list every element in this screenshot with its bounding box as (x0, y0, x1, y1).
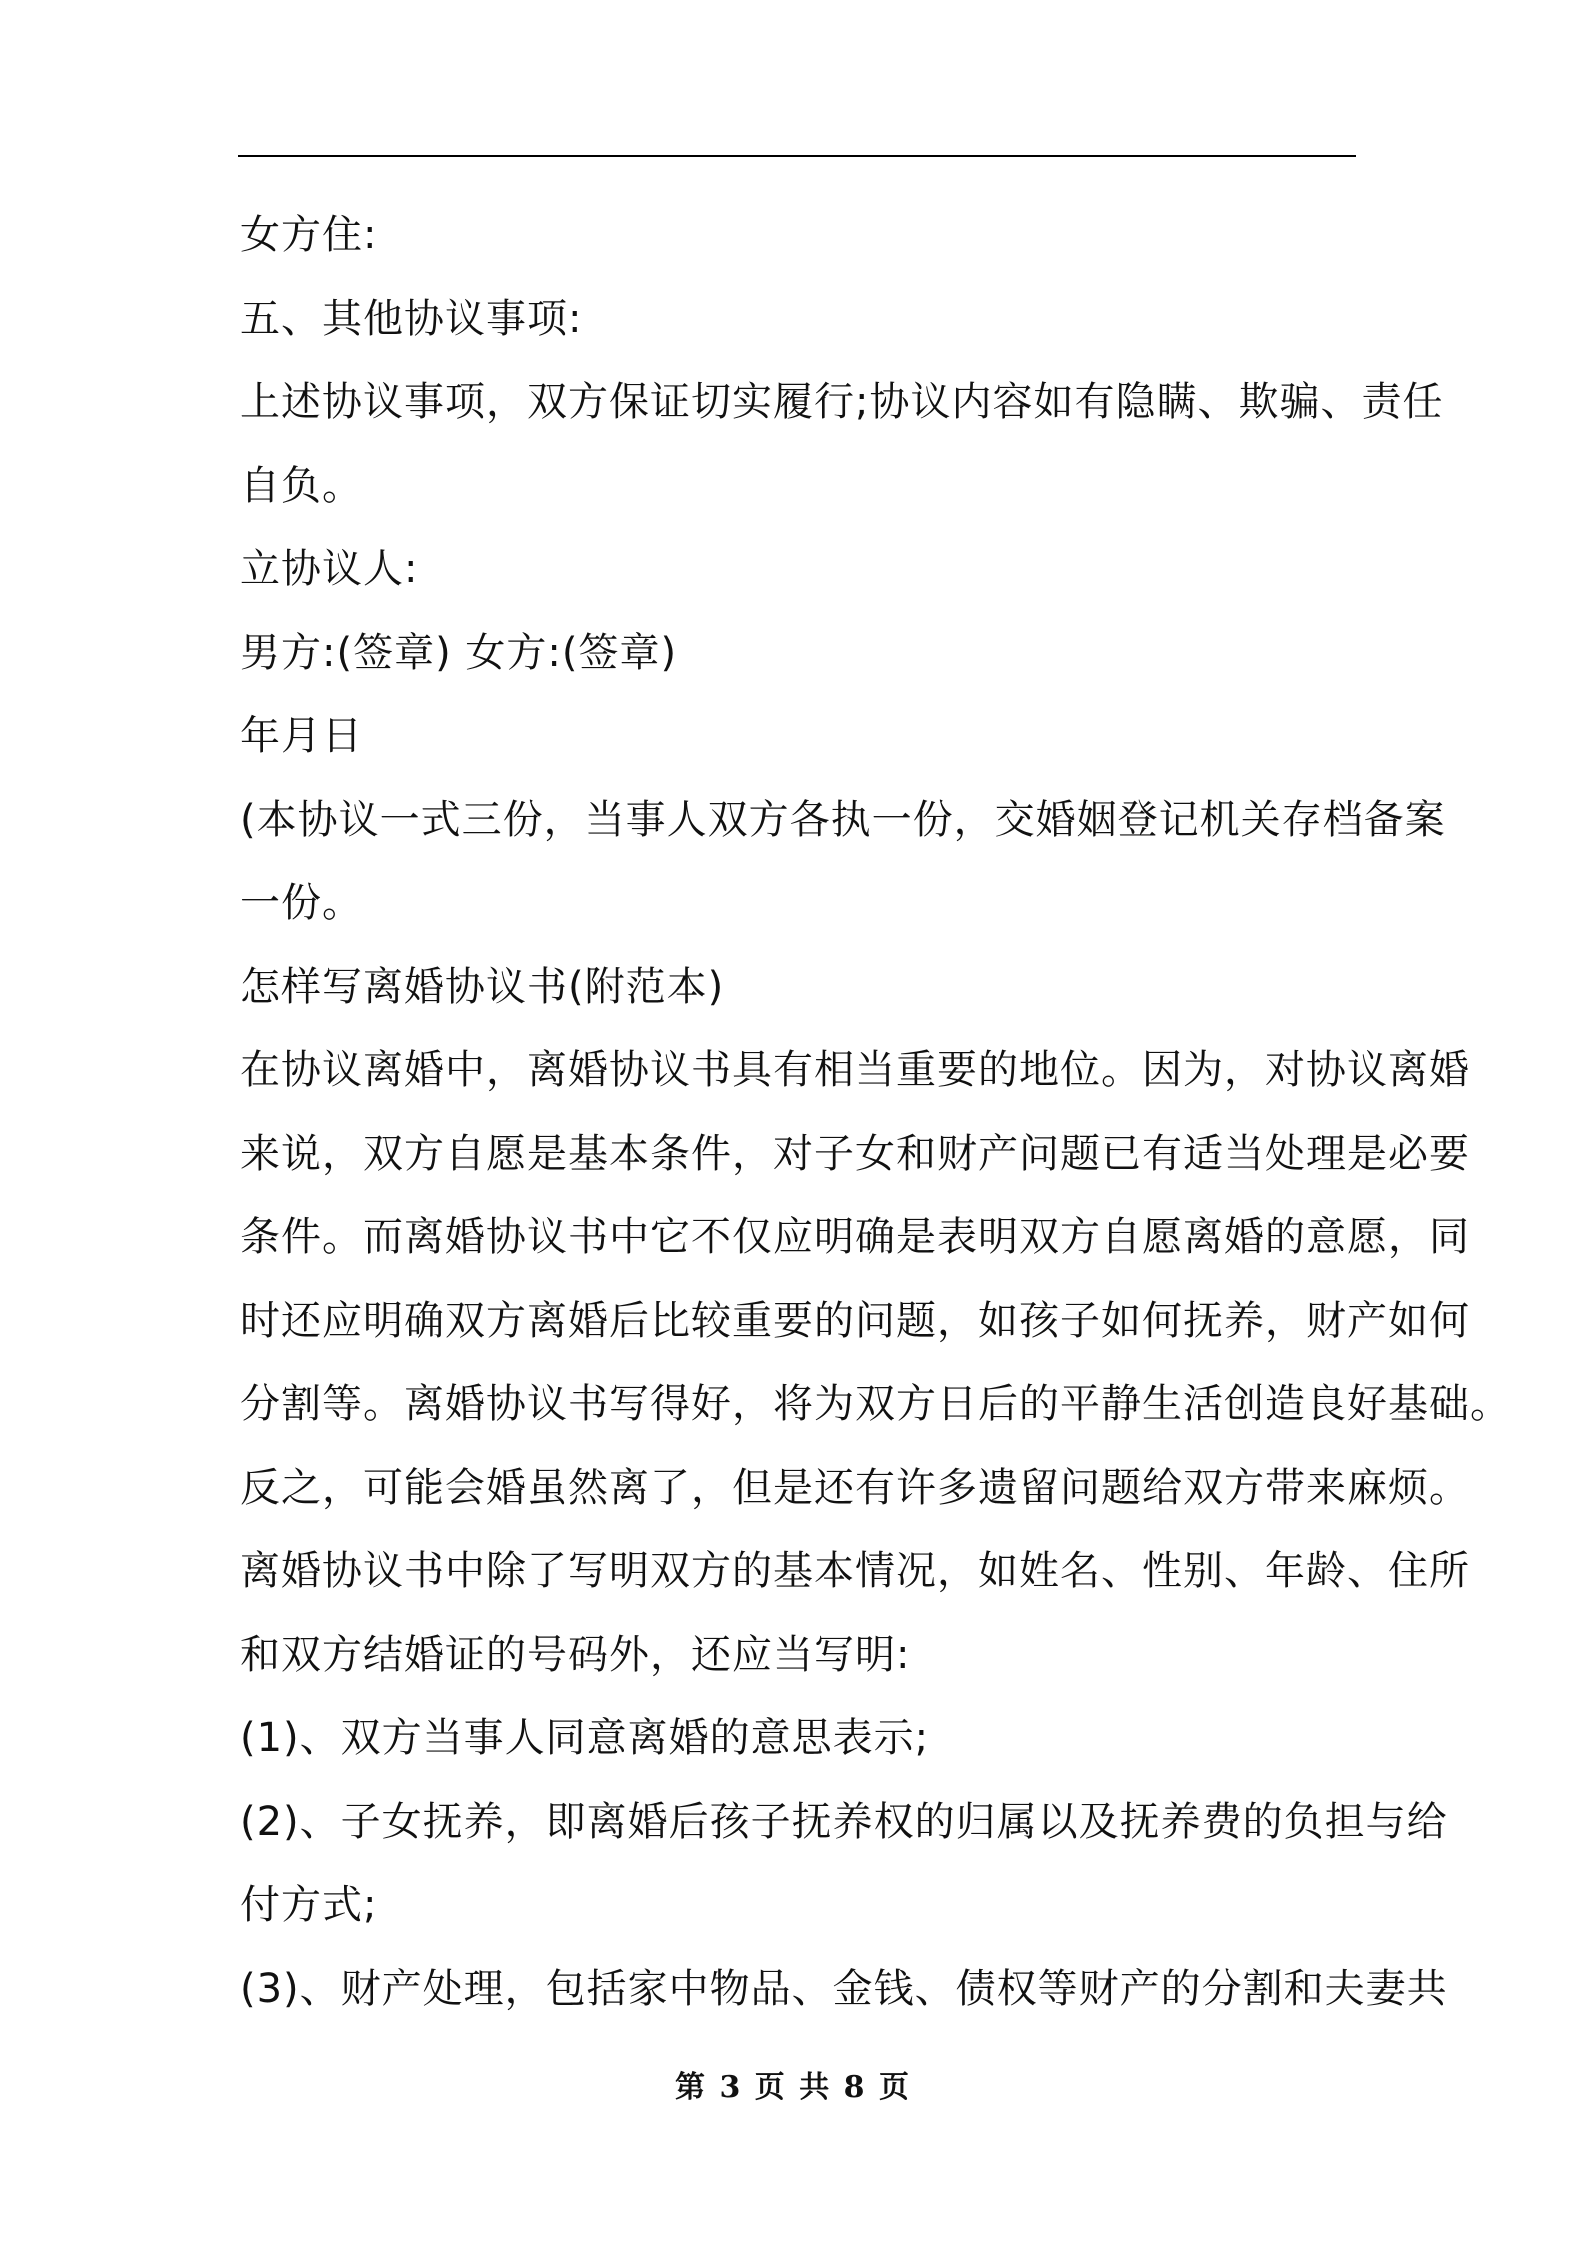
list-item: (2)、子女抚养，即离婚后孩子抚养权的归属以及抚养费的负担与给 (240, 1798, 1448, 1845)
header-rule (238, 155, 1356, 157)
text-line: 在协议离婚中，离婚协议书具有相当重要的地位。因为，对协议离婚 (240, 1047, 1470, 1093)
text-line: 时还应明确双方离婚后比较重要的问题，如孩子如何抚养，财产如何 (240, 1297, 1470, 1344)
text-line: 离婚协议书中除了写明双方的基本情况，如姓名、性别、年龄、住所 (240, 1548, 1470, 1594)
article-title: 怎样写离婚协议书(附范本) (240, 963, 725, 1010)
text-line: 条件。而离婚协议书中它不仅应明确是表明双方自愿离婚的意愿，同 (240, 1214, 1470, 1260)
text-line: 分割等。离婚协议书写得好，将为双方日后的平静生活创造良好基础。 (240, 1381, 1511, 1427)
text-line: (本协议一式三份，当事人双方各执一份，交婚姻登记机关存档备案 (240, 796, 1446, 843)
text-line: 一份。 (240, 880, 363, 926)
document-body (240, 194, 1511, 2031)
text-line: 和双方结婚证的号码外，还应当写明: (240, 1631, 911, 1678)
text-line: 女方住: (240, 212, 378, 258)
list-item: (3)、财产处理，包括家中物品、金钱、债权等财产的分割和夫妻共 (240, 1965, 1448, 2012)
date-line: 年月日 (240, 713, 363, 759)
section-heading: 五、其他协议事项: (240, 295, 583, 342)
text-line: 付方式; (240, 1882, 378, 1928)
text-line: 立协议人: (240, 546, 419, 592)
signature-line: 男方:(签章) 女方:(签章) (240, 629, 678, 676)
text-line: 反之，可能会婚虽然离了，但是还有许多遗留问题给双方带来麻烦。 (240, 1464, 1470, 1511)
list-item: (1)、双方当事人同意离婚的意思表示; (240, 1715, 930, 1761)
text-line: 来说，双方自愿是基本条件，对子女和财产问题已有适当处理是必要 (240, 1130, 1470, 1177)
text-line: 上述协议事项，双方保证切实履行;协议内容如有隐瞒、欺骗、责任 (240, 379, 1444, 425)
text-line: 自负。 (240, 462, 363, 509)
page-number-footer: 第 3 页 共 8 页 (675, 2070, 911, 2105)
